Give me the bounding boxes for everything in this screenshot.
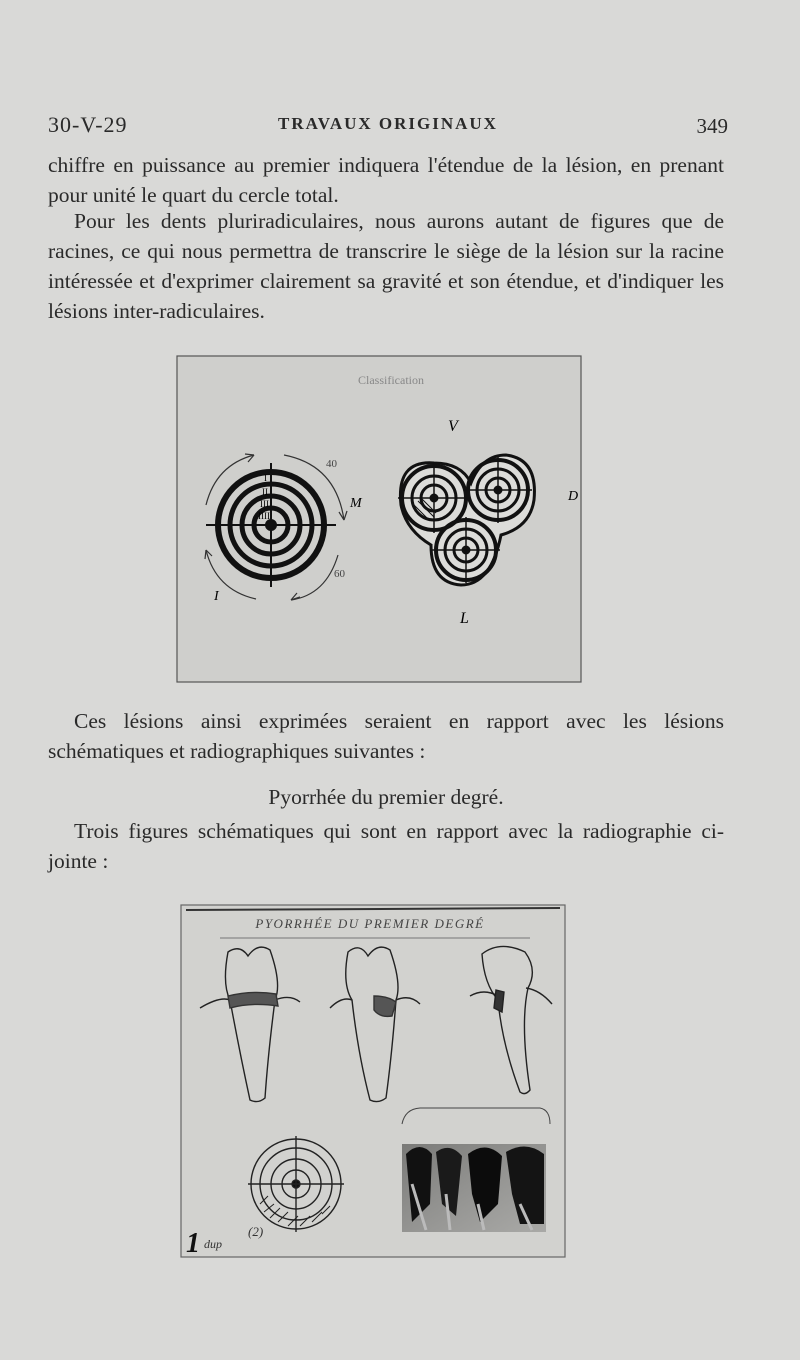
- label-40: 40: [326, 458, 337, 470]
- plate-mark: 1: [186, 1228, 200, 1258]
- header-date: 30-V-29: [48, 112, 128, 137]
- paragraph-3: Ces lésions ainsi exprimées seraient en rapport avec les lésions schématiques et radiographiques suivantes :: [48, 709, 724, 763]
- label-I: I: [214, 589, 219, 604]
- label-60: 60: [334, 568, 345, 580]
- running-head: [48, 112, 728, 142]
- label-D: D: [568, 489, 579, 504]
- label-L: L: [460, 610, 469, 627]
- ring-label-3: III: [260, 499, 269, 509]
- paragraph-4: Trois figures schématiques qui sont en rapport avec la radiographie ci-jointe :: [48, 819, 724, 873]
- ring-label-4: IIII: [258, 511, 270, 521]
- figure-caption: Classification: [358, 373, 424, 387]
- plate-caption: PYORRHÉE DU PREMIER DEGRÉ: [255, 916, 485, 931]
- plate-number: (2): [248, 1224, 264, 1239]
- ring-label-2: II: [262, 487, 268, 497]
- pyorrhea-plate-figure: [180, 904, 566, 1258]
- label-V: V: [448, 418, 458, 435]
- header-title: TRAVAUX ORIGINAUX: [278, 114, 498, 133]
- plate-sub-mark: dup: [204, 1237, 222, 1251]
- paragraph-2: Pour les dents pluriradiculaires, nous aurons autant de figures que de racines, ce qui nous permettra de transcrire le siège de la lésion sur la racine intéressée et d'exprimer clairement sa gravité et son étendue, et d'indiquer les lésions inter-radiculaires.: [48, 209, 724, 323]
- section-heading: Pyorrhée du premier degré.: [268, 785, 504, 809]
- classification-figure: [176, 355, 582, 683]
- label-M: M: [350, 496, 362, 511]
- page-number: 349: [696, 114, 728, 138]
- ring-label-1: I: [264, 473, 267, 483]
- paragraph-1: chiffre en puissance au premier indiquera l'étendue de la lésion, en prenant pour unité le quart du cercle total.: [48, 153, 724, 207]
